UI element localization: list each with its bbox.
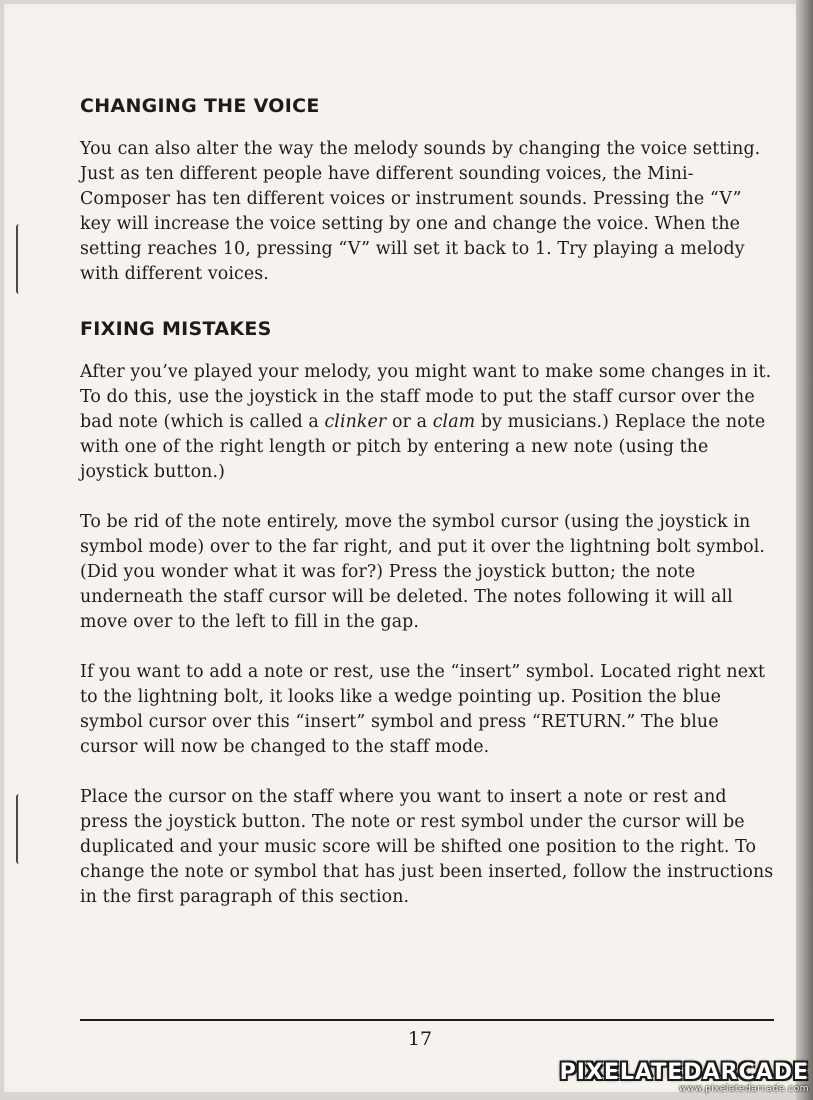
binding-staple-bottom (16, 794, 24, 864)
watermark-url: www.pixelatedarcade.com (678, 1084, 809, 1094)
section-title-changing-voice: CHANGING THE VOICE (80, 95, 320, 117)
paragraph-fixing-1: After you’ve played your melody, you might want to make some changes in it. To do this, use the joystick in the staff mode to put the staff cursor over the bad note (which is called a clinker or a clam by musicians.) Replace the note with one of the right length or pitch by entering a new note (using the joystick button.) (80, 362, 772, 482)
paragraph-voice: You can also alter the way the melody sounds by changing the voice setting. Just as ten different people have different sounding voices, the Mini-Composer has ten different voices or instrument sounds. Pressing the “V” key will increase the voice setting by one and change the voice. When the setting reaches 10, pressing “V” will set it back to 1. Try playing a melody with different voices. (80, 139, 761, 284)
watermark-logo: PIXELATEDARCADE (559, 1060, 809, 1085)
term-clam: clam (432, 412, 476, 432)
page-number: 17 (407, 1028, 433, 1050)
section-title-fixing-mistakes: FIXING MISTAKES (80, 318, 272, 340)
page-edge-shadow (796, 0, 813, 1100)
paragraph-fixing-3: If you want to add a note or rest, use the “insert” symbol. Located right next to the lightning bolt, it looks like a wedge pointing up. Position the blue symbol cursor over this “insert” symbol and press “RETURN.” The blue cursor will now be changed to the staff mode. (80, 662, 766, 757)
manual-page (4, 4, 796, 1092)
binding-staple-top (16, 224, 24, 294)
term-clinker: clinker (324, 412, 387, 432)
watermark (560, 1062, 809, 1094)
footer-rule (80, 1019, 774, 1021)
paragraph-fixing-4: Place the cursor on the staff where you want to insert a note or rest and press the joystick button. The note or rest symbol under the cursor will be duplicated and your music score will be shifted one position to the right. To change the note or symbol that has just been inserted, follow the instructions in the first paragraph of this section. (80, 787, 774, 907)
page-content (80, 94, 774, 910)
paragraph-fixing-2: To be rid of the note entirely, move the symbol cursor (using the joystick in symbol mode) over to the far right, and put it over the lightning bolt symbol. (Did you wonder what it was for?) Press the joystick button; the note underneath the staff cursor will be deleted. The notes following it will all move over to the left to fill in the gap. (80, 512, 766, 632)
